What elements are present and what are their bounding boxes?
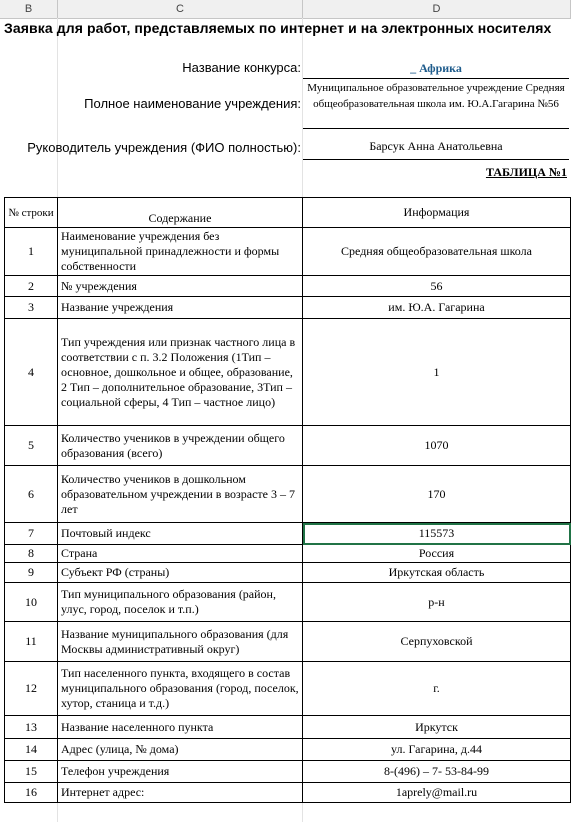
header-content[interactable]: Содержание bbox=[58, 198, 303, 228]
row-info[interactable]: Серпуховской bbox=[303, 622, 571, 662]
row-content[interactable]: Субъект РФ (страны) bbox=[58, 563, 303, 583]
row-num[interactable]: 2 bbox=[5, 276, 58, 297]
row-num[interactable]: 3 bbox=[5, 297, 58, 319]
row-content[interactable]: Название муниципального образования (для Москвы административный округ) bbox=[58, 622, 303, 662]
table-row bbox=[5, 563, 571, 583]
row-content[interactable]: Количество учеников в учреждении общего образования (всего) bbox=[58, 426, 303, 466]
row-content[interactable]: Телефон учреждения bbox=[58, 761, 303, 783]
form-title[interactable]: Заявка для работ, представляемых по интернет и на электронных носителях bbox=[4, 20, 552, 36]
table-row bbox=[5, 523, 571, 545]
table-row bbox=[5, 276, 571, 297]
table-row bbox=[5, 466, 571, 523]
row-info[interactable]: 1aprely@mail.ru bbox=[303, 783, 571, 803]
table-row bbox=[5, 545, 571, 563]
row-num[interactable]: 13 bbox=[5, 716, 58, 739]
table-header-row bbox=[5, 198, 571, 228]
row-info[interactable]: Иркутск bbox=[303, 716, 571, 739]
row-content[interactable]: Наименование учреждения без муниципальной принадлежности и формы собственности bbox=[58, 228, 303, 276]
row-info[interactable]: 8-(496) – 7- 53-84-99 bbox=[303, 761, 571, 783]
row-content[interactable]: Страна bbox=[58, 545, 303, 563]
table-row bbox=[5, 783, 571, 803]
row-num[interactable]: 4 bbox=[5, 319, 58, 426]
table-row bbox=[5, 583, 571, 622]
row-content[interactable]: Название населенного пункта bbox=[58, 716, 303, 739]
row-info-selected-cell[interactable]: 115573 bbox=[303, 523, 571, 545]
director-value[interactable]: Барсук Анна Анатольевна bbox=[369, 139, 503, 153]
row-info[interactable]: Средняя общеобразовательная школа bbox=[303, 228, 571, 276]
column-header-b[interactable]: B bbox=[0, 0, 58, 18]
director-label[interactable]: Руководитель учреждения (ФИО полностью): bbox=[27, 140, 301, 155]
row-content[interactable]: № учреждения bbox=[58, 276, 303, 297]
institution-full-name-value[interactable]: Муниципальное образовательное учреждение Средняя общеобразовательная школа им. Ю.А.Гагарина №56 bbox=[307, 82, 565, 110]
contest-name-value[interactable]: _ Африка bbox=[410, 61, 462, 75]
row-num[interactable]: 15 bbox=[5, 761, 58, 783]
table-row bbox=[5, 761, 571, 783]
row-num[interactable]: 10 bbox=[5, 583, 58, 622]
row-content[interactable]: Тип населенного пункта, входящего в состав муниципального образования (город, поселок, хутор, станица и т.д.) bbox=[58, 662, 303, 716]
row-content[interactable]: Тип учреждения или признак частного лица в соответствии с п. 3.2 Положения (1Тип – основное, дошкольное и общее, образование, 2 Тип – дополнительное образование, 3Тип – социальной сферы, 4 Тип – частное лицо) bbox=[58, 319, 303, 426]
row-content[interactable]: Название учреждения bbox=[58, 297, 303, 319]
header-info[interactable]: Информация bbox=[303, 198, 571, 228]
row-content[interactable]: Адрес (улица, № дома) bbox=[58, 739, 303, 761]
column-header-bar bbox=[0, 0, 571, 19]
header-num[interactable]: № строки bbox=[5, 198, 58, 228]
row-info[interactable]: 1070 bbox=[303, 426, 571, 466]
underline bbox=[303, 78, 569, 79]
row-num[interactable]: 16 bbox=[5, 783, 58, 803]
row-info[interactable]: 170 bbox=[303, 466, 571, 523]
row-info[interactable]: им. Ю.А. Гагарина bbox=[303, 297, 571, 319]
column-header-d[interactable]: D bbox=[303, 0, 571, 18]
row-info[interactable]: ул. Гагарина, д.44 bbox=[303, 739, 571, 761]
row-content[interactable]: Тип муниципального образования (район, улус, город, поселок и т.п.) bbox=[58, 583, 303, 622]
underline bbox=[303, 159, 569, 160]
table-row bbox=[5, 622, 571, 662]
row-content[interactable]: Интернет адрес: bbox=[58, 783, 303, 803]
institution-full-name-label[interactable]: Полное наименование учреждения: bbox=[84, 96, 301, 111]
row-info[interactable]: г. bbox=[303, 662, 571, 716]
row-info[interactable]: 1 bbox=[303, 319, 571, 426]
row-num[interactable]: 1 bbox=[5, 228, 58, 276]
table-row bbox=[5, 426, 571, 466]
table-row bbox=[5, 716, 571, 739]
table-row bbox=[5, 297, 571, 319]
contest-name-label[interactable]: Название конкурса: bbox=[182, 60, 301, 75]
column-header-c[interactable]: C bbox=[58, 0, 303, 18]
table-row bbox=[5, 739, 571, 761]
row-content[interactable]: Количество учеников в дошкольном образовательном учреждении в возрасте 3 – 7 лет bbox=[58, 466, 303, 523]
row-num[interactable]: 9 bbox=[5, 563, 58, 583]
row-num[interactable]: 7 bbox=[5, 523, 58, 545]
row-content[interactable]: Почтовый индекс bbox=[58, 523, 303, 545]
row-num[interactable]: 6 bbox=[5, 466, 58, 523]
row-info[interactable]: Иркутская область bbox=[303, 563, 571, 583]
row-info[interactable]: Россия bbox=[303, 545, 571, 563]
row-num[interactable]: 11 bbox=[5, 622, 58, 662]
row-info[interactable]: р-н bbox=[303, 583, 571, 622]
row-info[interactable]: 56 bbox=[303, 276, 571, 297]
row-num[interactable]: 14 bbox=[5, 739, 58, 761]
table-row bbox=[5, 228, 571, 276]
info-table bbox=[4, 197, 571, 803]
row-num[interactable]: 8 bbox=[5, 545, 58, 563]
row-num[interactable]: 12 bbox=[5, 662, 58, 716]
row-num[interactable]: 5 bbox=[5, 426, 58, 466]
underline bbox=[303, 128, 569, 129]
table-label[interactable]: ТАБЛИЦА №1 bbox=[485, 165, 567, 179]
table-row bbox=[5, 662, 571, 716]
table-row bbox=[5, 319, 571, 426]
